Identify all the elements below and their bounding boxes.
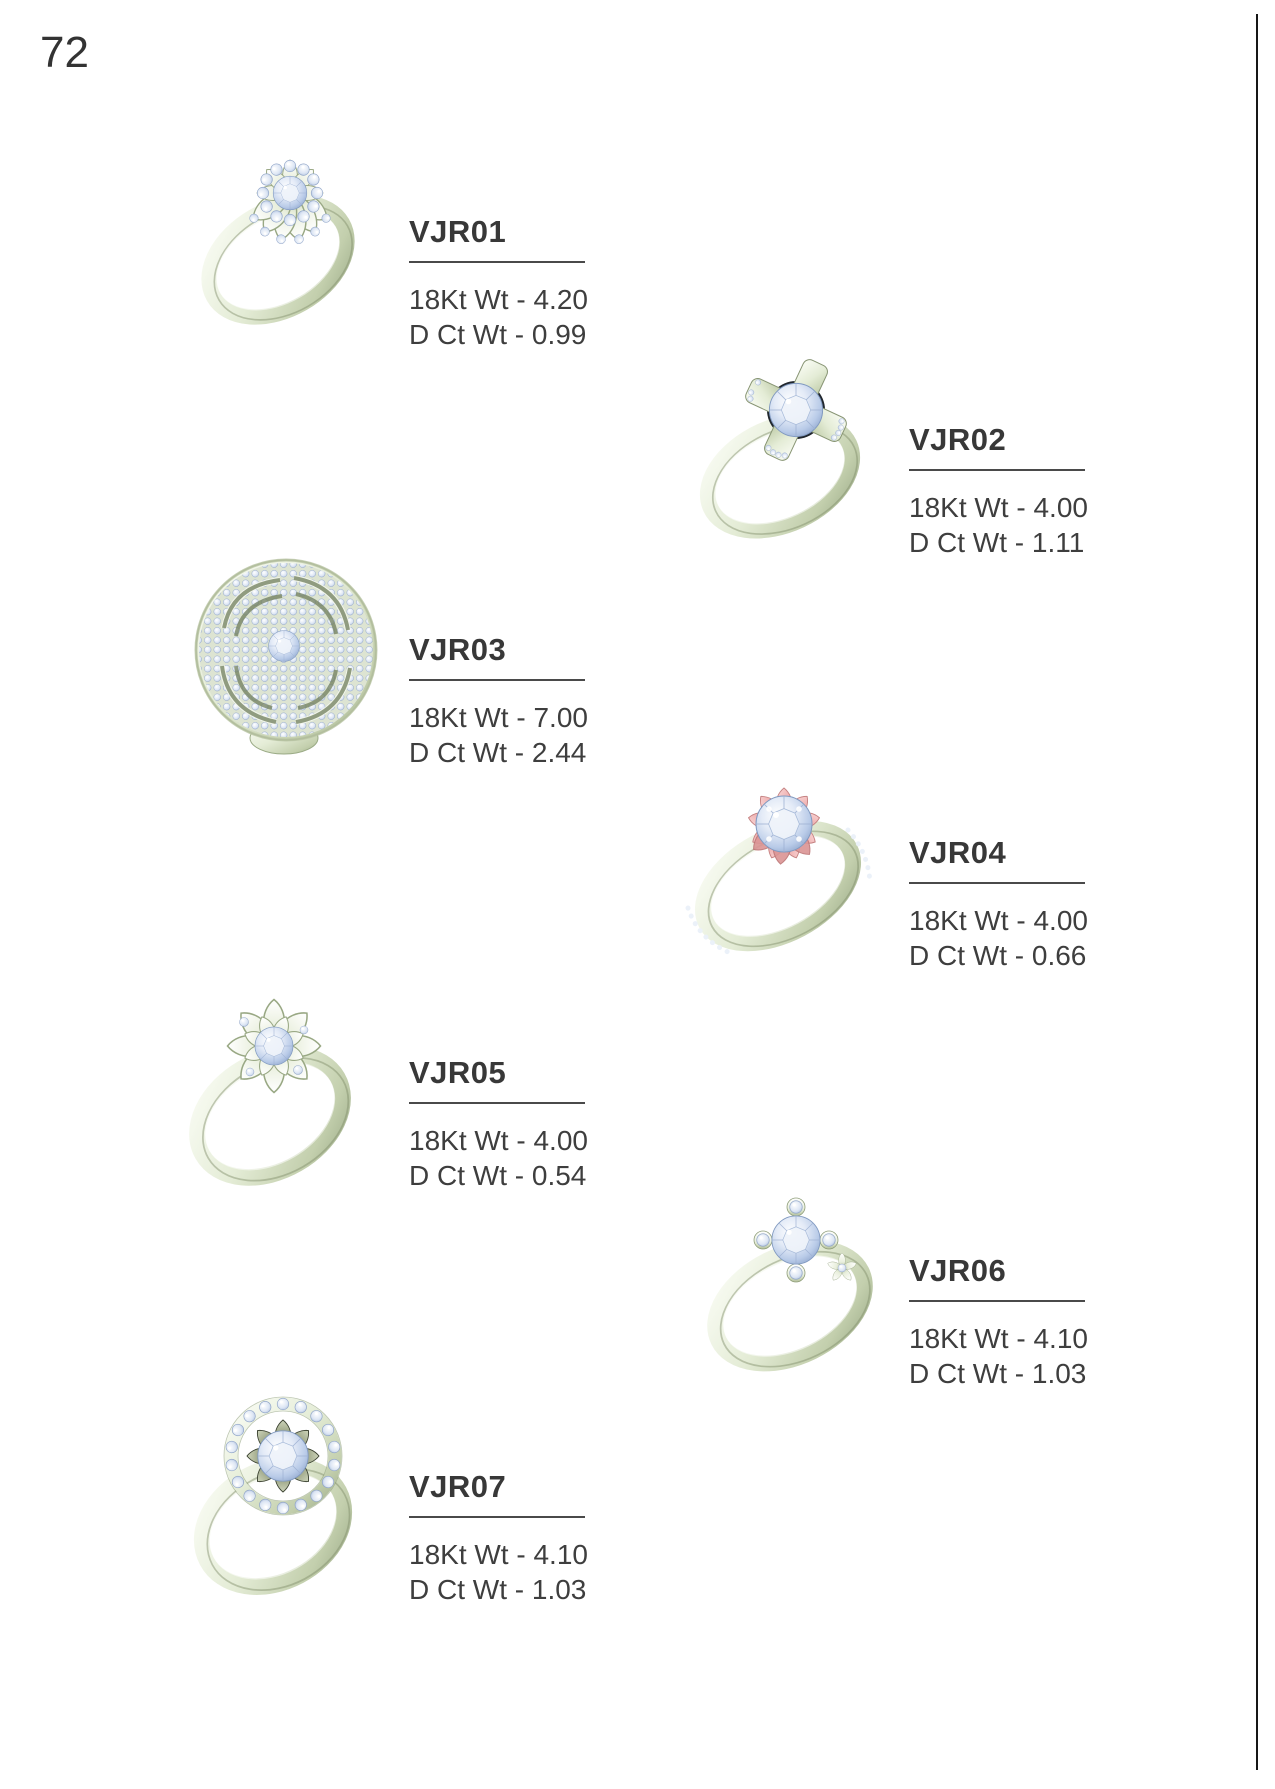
diamond-weight: D Ct Wt - 0.99 xyxy=(409,319,587,350)
gold-weight: 18Kt Wt - 4.10 xyxy=(909,1323,1088,1354)
ring-image-vjr04 xyxy=(672,756,907,968)
diamond-weight: D Ct Wt - 1.03 xyxy=(909,1358,1087,1389)
product-code: VJR03 xyxy=(409,632,507,667)
diamond-weight: D Ct Wt - 1.11 xyxy=(909,527,1085,558)
product-card-vjr04 xyxy=(909,835,1088,973)
product-card-vjr06 xyxy=(909,1253,1088,1391)
product-card-vjr07 xyxy=(409,1469,588,1607)
gold-weight: 18Kt Wt - 4.00 xyxy=(909,492,1088,523)
diamond-weight: D Ct Wt - 0.54 xyxy=(409,1160,587,1191)
ring-image-vjr02 xyxy=(680,340,905,550)
gold-weight: 18Kt Wt - 4.00 xyxy=(909,905,1088,936)
page-edge-line xyxy=(1256,14,1258,1770)
code-underline xyxy=(409,1516,585,1518)
diamond-weight: D Ct Wt - 2.44 xyxy=(409,737,587,768)
product-card-vjr02 xyxy=(909,422,1088,560)
product-code: VJR04 xyxy=(909,835,1007,870)
ring-image-vjr06 xyxy=(684,1180,912,1382)
product-code: VJR01 xyxy=(409,214,507,249)
gold-weight: 18Kt Wt - 4.10 xyxy=(409,1539,588,1570)
ring-image-vjr01 xyxy=(178,125,393,340)
gold-weight: 18Kt Wt - 4.00 xyxy=(409,1125,588,1156)
ring-image-vjr03 xyxy=(184,550,390,762)
code-underline xyxy=(909,1300,1085,1302)
gold-weight: 18Kt Wt - 4.20 xyxy=(409,284,588,315)
code-underline xyxy=(409,1102,585,1104)
ring-image-vjr05 xyxy=(170,958,395,1200)
product-card-vjr01 xyxy=(409,214,588,352)
page-number: 72 xyxy=(40,28,89,77)
product-code: VJR05 xyxy=(409,1055,507,1090)
code-underline xyxy=(409,679,585,681)
diamond-weight: D Ct Wt - 0.66 xyxy=(909,940,1087,971)
gold-weight: 18Kt Wt - 7.00 xyxy=(409,702,588,733)
product-code: VJR02 xyxy=(909,422,1007,457)
diamond-weight: D Ct Wt - 1.03 xyxy=(409,1574,587,1605)
product-code: VJR06 xyxy=(909,1253,1007,1288)
product-card-vjr03 xyxy=(409,632,588,770)
ring-image-vjr07 xyxy=(175,1370,395,1612)
code-underline xyxy=(909,882,1085,884)
code-underline xyxy=(409,261,585,263)
product-card-vjr05 xyxy=(409,1055,588,1193)
code-underline xyxy=(909,469,1085,471)
product-code: VJR07 xyxy=(409,1469,507,1504)
